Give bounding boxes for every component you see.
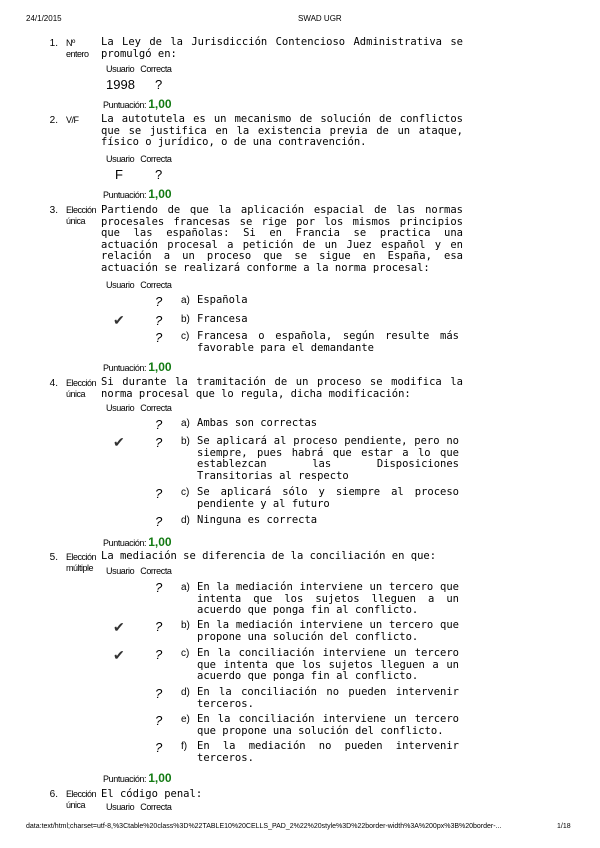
option-letter: d) xyxy=(181,515,190,526)
question-text: Si durante la tramitación de un proceso se modifica la norma procesal que lo regula, dicha modificación: xyxy=(101,376,463,400)
option-letter: a) xyxy=(181,295,190,306)
score-value: 1,00 xyxy=(148,360,172,374)
question-score xyxy=(103,97,172,111)
user-header: Usuario xyxy=(106,566,135,576)
answer-headers xyxy=(106,566,178,576)
correct-header: Correcta xyxy=(140,802,172,812)
question-number: 5. xyxy=(49,552,58,563)
answer-headers xyxy=(106,64,178,74)
option-letter: c) xyxy=(181,648,190,659)
selected-check-icon: ✔ xyxy=(113,434,125,450)
page-number: 1/18 xyxy=(557,823,571,830)
selected-check-icon: ✔ xyxy=(113,312,125,328)
score-value: 1,00 xyxy=(148,187,172,201)
correct-header: Correcta xyxy=(140,154,172,164)
correct-answer: ? xyxy=(155,435,163,450)
option-text: En la mediación interviene un tercero que propone una solución del conflicto. xyxy=(197,619,459,643)
user-answer: F xyxy=(115,167,123,182)
correct-answer: ? xyxy=(155,417,163,432)
print-url: data:text/html;charset=utf-8,%3Ctable%20class%3D%22TABLE10%20CELLS_PAD_2%22%20style%3D%22border-width%3A%200px%3B%20border-... xyxy=(26,823,502,830)
user-answer: 1998 xyxy=(106,77,135,92)
score-value: 1,00 xyxy=(148,771,172,785)
question-score xyxy=(103,360,172,374)
question-number: 4. xyxy=(49,378,58,389)
option-letter: f) xyxy=(181,741,188,752)
answer-headers xyxy=(106,403,178,413)
score-label: Puntuación: xyxy=(103,100,147,110)
question-text: El código penal: xyxy=(101,788,203,800)
question-score xyxy=(103,187,172,201)
correct-answer: ? xyxy=(155,313,163,328)
option-text: En la conciliación no pueden intervenir terceros. xyxy=(197,686,459,710)
correct-answer: ? xyxy=(155,167,163,182)
correct-answer: ? xyxy=(155,486,163,501)
question-type: V/F xyxy=(66,115,79,125)
score-label: Puntuación: xyxy=(103,774,147,784)
question-number: 1. xyxy=(49,38,58,49)
selected-check-icon: ✔ xyxy=(113,619,125,635)
question-type: Elección única xyxy=(66,205,97,226)
user-header: Usuario xyxy=(106,64,135,74)
option-text: En la conciliación interviene un tercero que intenta que los sujetos lleguen a un acuerdo que ponga fin al conflicto. xyxy=(197,647,459,682)
score-label: Puntuación: xyxy=(103,190,147,200)
score-label: Puntuación: xyxy=(103,538,147,548)
option-text: Española xyxy=(197,294,248,306)
question-number: 2. xyxy=(49,115,58,126)
correct-answer: ? xyxy=(155,740,163,755)
answer-headers xyxy=(106,154,178,164)
option-text: En la conciliación interviene un tercero que propone una solución del conflicto. xyxy=(197,713,459,737)
option-letter: b) xyxy=(181,314,190,325)
correct-answer: ? xyxy=(155,294,163,309)
option-text: Ninguna es correcta xyxy=(197,514,318,526)
option-text: Ambas son correctas xyxy=(197,417,318,429)
option-text: Se aplicará al proceso pendiente, pero no siempre, pues habrá que estar a lo que establezcan las Disposiciones Transitorias al respecto xyxy=(197,435,459,482)
option-text: En la mediación no pueden intervenir terceros. xyxy=(197,740,459,764)
option-letter: d) xyxy=(181,687,190,698)
score-value: 1,00 xyxy=(148,535,172,549)
correct-answer: ? xyxy=(155,647,163,662)
user-header: Usuario xyxy=(106,280,135,290)
correct-header: Correcta xyxy=(140,566,172,576)
score-value: 1,00 xyxy=(148,97,172,111)
correct-header: Correcta xyxy=(140,64,172,74)
print-title: SWAD UGR xyxy=(298,14,342,23)
correct-answer: ? xyxy=(155,580,163,595)
option-letter: e) xyxy=(181,714,190,725)
correct-answer: ? xyxy=(155,619,163,634)
question-type: Elección única xyxy=(66,378,97,399)
option-text: En la mediación interviene un tercero que intenta que los sujetos lleguen a un acuerdo que ponga fin al conflicto. xyxy=(197,581,459,616)
option-letter: b) xyxy=(181,620,190,631)
answer-headers xyxy=(106,802,178,812)
option-letter: b) xyxy=(181,436,190,447)
question-number: 6. xyxy=(49,789,58,800)
question-type: Nº entero xyxy=(66,38,89,59)
option-letter: c) xyxy=(181,487,190,498)
correct-answer: ? xyxy=(155,713,163,728)
correct-answer: ? xyxy=(155,514,163,529)
score-label: Puntuación: xyxy=(103,363,147,373)
option-letter: c) xyxy=(181,331,190,342)
question-type: Elección única xyxy=(66,789,97,810)
question-text: La autotutela es un mecanismo de solución de conflictos que se justifica en la existencia previa de un ataque, físico o jurídico, o de una contravención. xyxy=(101,113,463,148)
correct-header: Correcta xyxy=(140,280,172,290)
option-text: Se aplicará sólo y siempre al proceso pendiente y al futuro xyxy=(197,486,459,510)
correct-answer: ? xyxy=(155,330,163,345)
correct-header: Correcta xyxy=(140,403,172,413)
option-text: Francesa xyxy=(197,313,248,325)
correct-answer: ? xyxy=(155,77,163,92)
question-type: Elección múltiple xyxy=(66,552,97,573)
selected-check-icon: ✔ xyxy=(113,647,125,663)
question-text: La mediación se diferencia de la conciliación en que: xyxy=(101,550,437,562)
option-letter: a) xyxy=(181,418,190,429)
correct-answer: ? xyxy=(155,686,163,701)
answer-headers xyxy=(106,280,178,290)
option-letter: a) xyxy=(181,582,190,593)
question-score xyxy=(103,771,172,785)
question-score xyxy=(103,535,172,549)
question-number: 3. xyxy=(49,205,58,216)
user-header: Usuario xyxy=(106,403,135,413)
option-text: Francesa o española, según resulte más favorable para el demandante xyxy=(197,330,459,354)
user-header: Usuario xyxy=(106,802,135,812)
question-text: Partiendo de que la aplicación espacial de las normas procesales francesas se rige por los mismos principios que las españolas: Si en Francia se practica una actuación procesal a petición de un Juez español y en relación a un proceso que se sigue en España, esa actuación se realizará conforme a la norma procesal: xyxy=(101,204,463,274)
user-header: Usuario xyxy=(106,154,135,164)
question-text: La Ley de la Jurisdicción Contencioso Administrativa se promulgó en: xyxy=(101,36,463,60)
print-date: 24/1/2015 xyxy=(26,14,62,23)
